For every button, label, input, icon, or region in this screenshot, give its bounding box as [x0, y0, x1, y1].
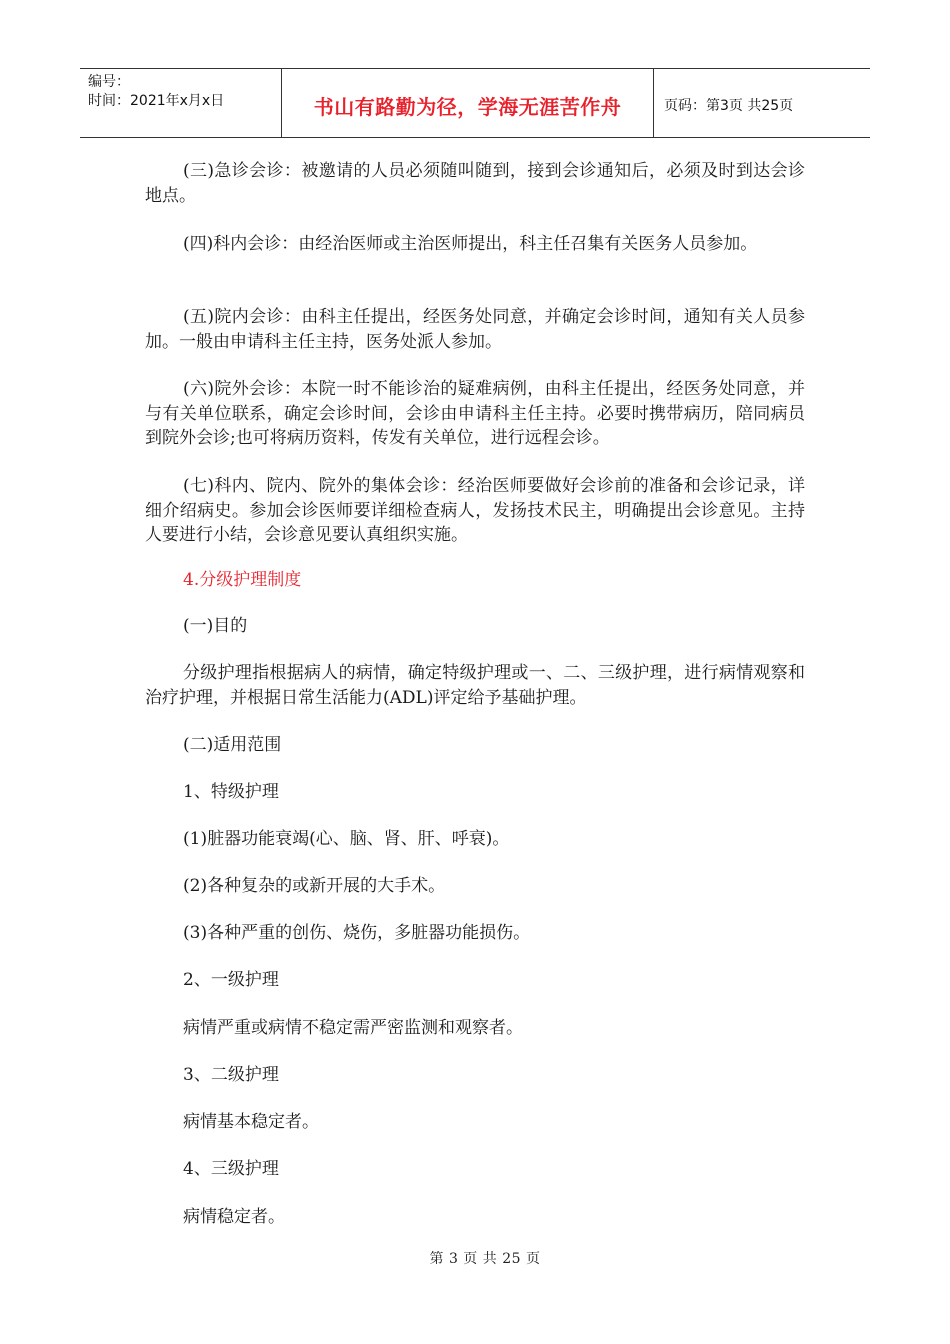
item-major-surgery: (2)各种复杂的或新开展的大手术。: [183, 876, 446, 896]
item-first-level-care: 2、一级护理: [183, 970, 279, 990]
page-header: [80, 68, 870, 138]
header-meta: [80, 69, 282, 137]
code-label: 编号：: [88, 74, 130, 90]
paragraph-third-level: 病情稳定者。: [183, 1207, 285, 1227]
section-heading-nursing: 4.分级护理制度: [183, 570, 302, 590]
paragraph-second-level: 病情基本稳定者。: [183, 1112, 319, 1132]
page-footer: 第 3 页 共 25 页: [429, 1251, 541, 1267]
paragraph-hospital-consultation: (五)院内会诊：由科主任提出，经医务处同意，并确定会诊时间，通知有关人员参加。一般由申请科主任主持，医务处派人参加。: [145, 307, 805, 352]
header-motto: 书山有路勤为径，学海无涯苦作舟: [282, 69, 654, 137]
paragraph-emergency-consultation: (三)急诊会诊：被邀请的人员必须随叫随到，接到会诊通知后，必须及时到达会诊地点。: [145, 161, 805, 206]
item-organ-failure: (1)脏器功能衰竭(心、脑、肾、肝、呼衰)。: [183, 829, 510, 849]
paragraph-external-consultation: (六)院外会诊：本院一时不能诊治的疑难病例，由科主任提出，经医务处同意，并与有关单位联系，确定会诊时间，会诊由申请科主任主持。必要时携带病历，陪同病员到院外会诊;也可将病历资料，传发有关单位，进行远程会诊。: [145, 379, 805, 448]
paragraph-department-consultation: (四)科内会诊：由经治医师或主治医师提出，科主任召集有关医务人员参加。: [183, 234, 758, 254]
item-severe-trauma: (3)各种严重的创伤、烧伤，多脏器功能损伤。: [183, 923, 531, 943]
paragraph-first-level: 病情严重或病情不稳定需严密监测和观察者。: [183, 1018, 523, 1038]
paragraph-group-consultation: (七)科内、院内、院外的集体会诊：经治医师要做好会诊前的准备和会诊记录，详细介绍病史。参加会诊医师要详细检查病人，发扬技术民主，明确提出会诊意见。主持人要进行小结，会诊意见要认真组织实施。: [145, 476, 805, 545]
item-special-care: 1、特级护理: [183, 782, 279, 802]
item-third-level-care: 4、三级护理: [183, 1159, 279, 1179]
subheading-scope: (二)适用范围: [183, 735, 282, 755]
paragraph-purpose: 分级护理指根据病人的病情，确定特级护理或一、二、三级护理，进行病情观察和治疗护理，并根据日常生活能力(ADL)评定给予基础护理。: [145, 663, 805, 708]
subheading-purpose: (一)目的: [183, 616, 248, 636]
header-page-info: 页码：第3页 共25页: [664, 98, 794, 114]
time-label: 时间：2021年x月x日: [88, 93, 225, 109]
item-second-level-care: 3、二级护理: [183, 1065, 279, 1085]
